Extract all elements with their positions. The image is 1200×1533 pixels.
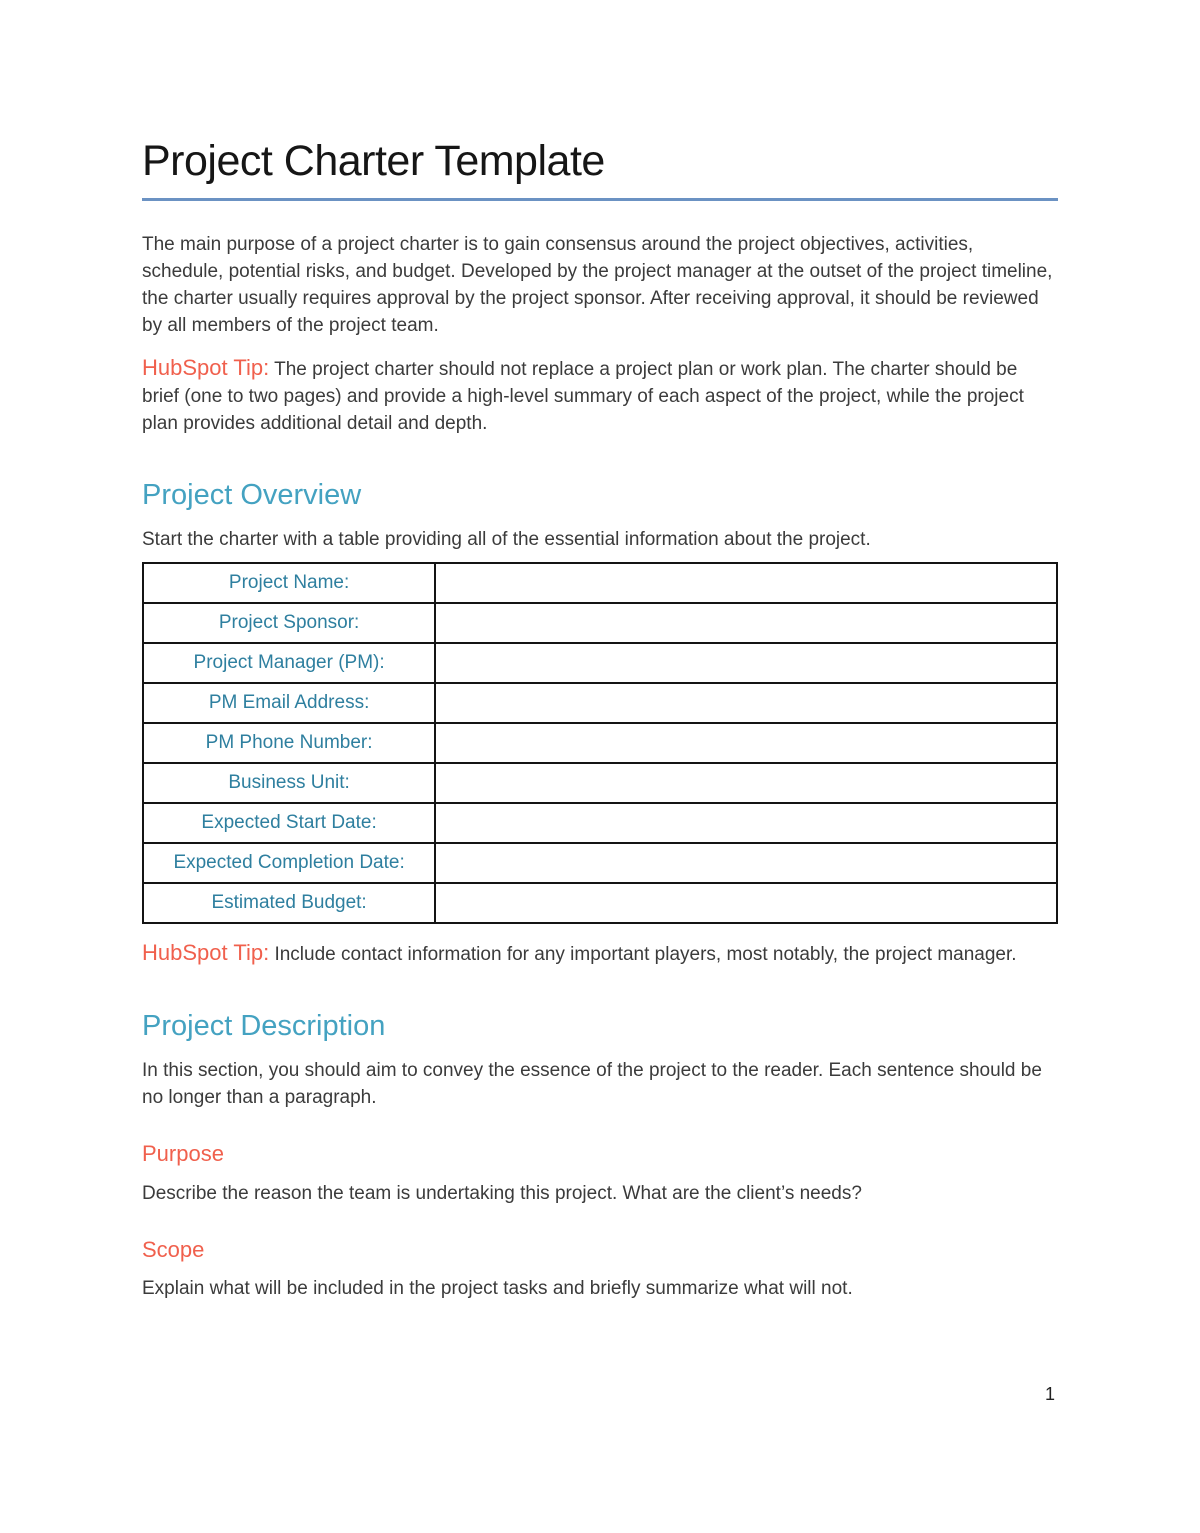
table-row-project-sponsor [143,603,1057,643]
row-label: Business Unit: [143,763,435,803]
table-row-project-manager [143,643,1057,683]
page-title: Project Charter Template [142,0,1058,201]
row-label: Project Name: [143,563,435,603]
hubspot-tip-paragraph-2 [142,939,1058,968]
table-row-pm-phone [143,723,1057,763]
hubspot-tip-label: HubSpot Tip: [142,940,270,966]
row-value-cell[interactable] [435,563,1057,603]
project-overview-table [142,562,1058,924]
table-row-pm-email [143,683,1057,723]
row-value-cell[interactable] [435,723,1057,763]
row-label: Estimated Budget: [143,883,435,923]
page-number: 1 [1044,1384,1055,1404]
section-heading-project-overview: Project Overview [142,478,362,511]
row-value-cell[interactable] [435,883,1057,923]
row-value-cell[interactable] [435,603,1057,643]
row-value-cell[interactable] [435,803,1057,843]
table-row-estimated-budget [143,883,1057,923]
table-row-business-unit [143,763,1057,803]
hubspot-tip-text: The project charter should not replace a project plan or work plan. The charter should be brief (one to two pages) and provide a high-level summary of each aspect of the project, while the project plan provides additional detail and depth. [142,358,1024,434]
table-row-expected-completion-date [143,843,1057,883]
project-overview-table-body [143,563,1057,923]
purpose-paragraph: Describe the reason the team is undertaking this project. What are the client’s needs? [142,1182,862,1204]
row-label: Project Manager (PM): [143,643,435,683]
hubspot-tip-text: Include contact information for any important players, most notably, the project manager. [269,944,1017,966]
intro-paragraph: The main purpose of a project charter is to gain consensus around the project objectives, activities, schedule, potential risks, and budget. Developed by the project manager at the outset of the project timeline, the charter usually requires approval by the project sponsor. After receiving approval, it should be reviewed by all members of the project team. [142,233,1053,336]
row-label: PM Phone Number: [143,723,435,763]
row-value-cell[interactable] [435,763,1057,803]
table-row-project-name [143,563,1057,603]
scope-paragraph: Explain what will be included in the project tasks and briefly summarize what will not. [142,1278,853,1300]
row-label: Expected Completion Date: [143,843,435,883]
sub-heading-scope: Scope [142,1236,205,1262]
table-row-expected-start-date [143,803,1057,843]
description-intro-paragraph: In this section, you should aim to convey the essence of the project to the reader. Each sentence should be no longer than a paragraph. [142,1060,1042,1109]
row-value-cell[interactable] [435,843,1057,883]
hubspot-tip-label: HubSpot Tip: [142,354,270,380]
row-label: PM Email Address: [143,683,435,723]
row-label: Project Sponsor: [143,603,435,643]
overview-intro-paragraph: Start the charter with a table providing all of the essential information about the project. [142,529,871,551]
row-label: Expected Start Date: [143,803,435,843]
row-value-cell[interactable] [435,643,1057,683]
row-value-cell[interactable] [435,683,1057,723]
sub-heading-purpose: Purpose [142,1141,224,1167]
section-heading-project-description: Project Description [142,1010,386,1043]
hubspot-tip-paragraph-1 [142,354,1058,437]
